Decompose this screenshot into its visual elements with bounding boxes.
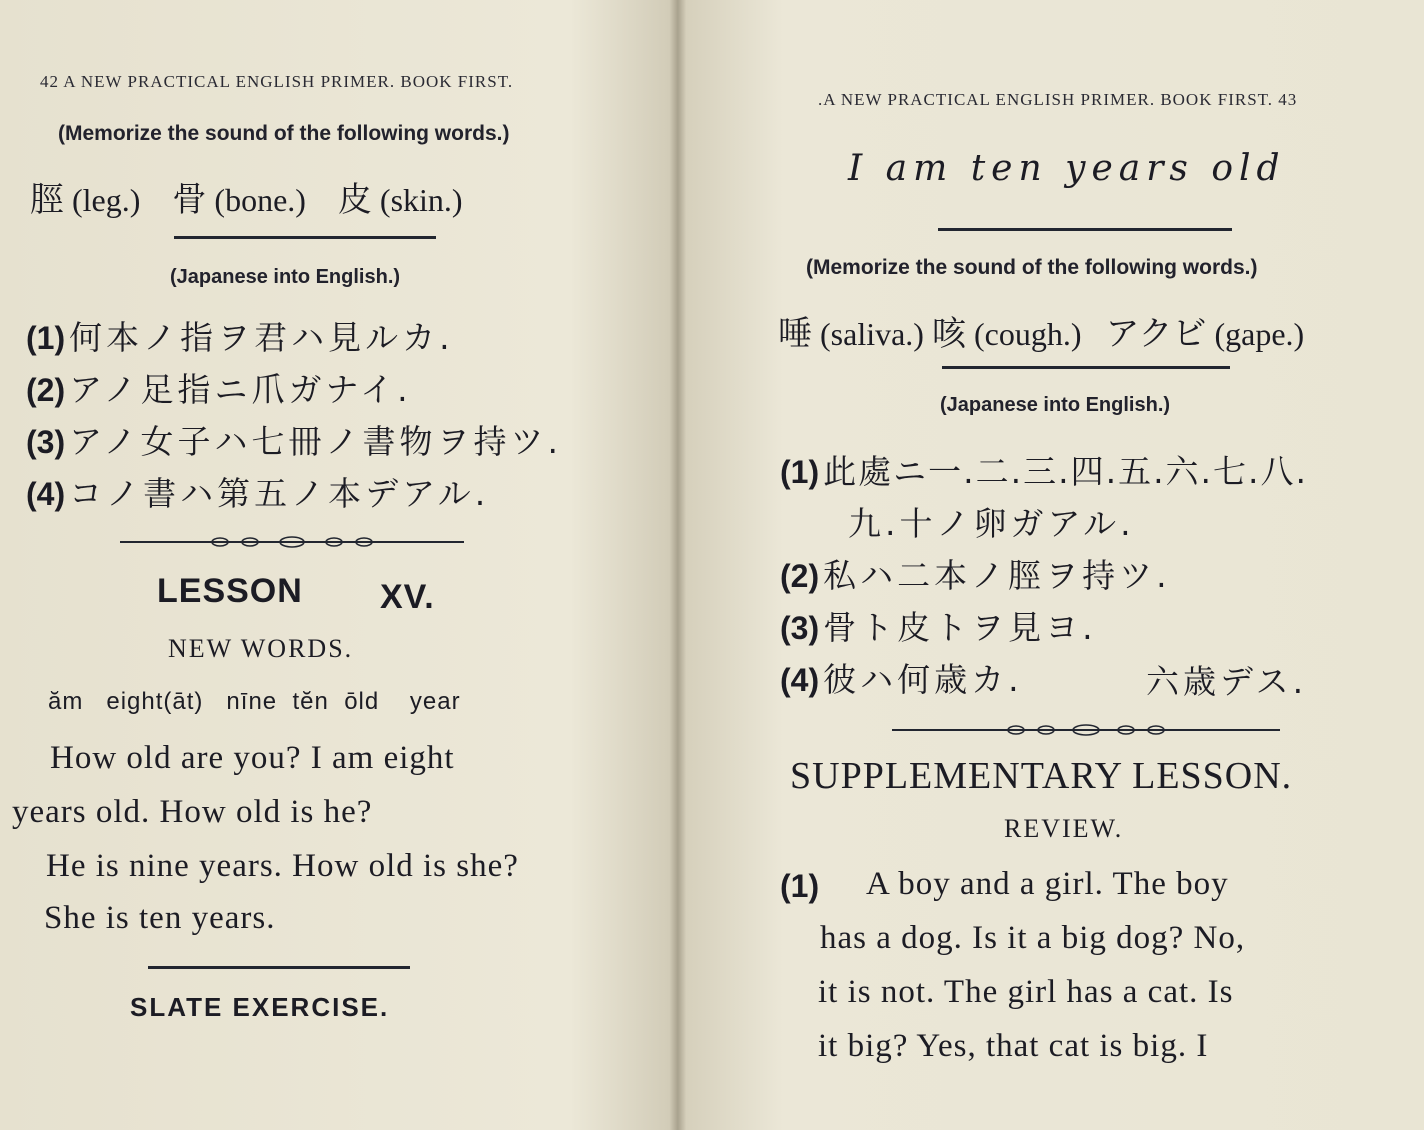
new-word: ăm xyxy=(48,688,84,715)
new-word: eight(āt) xyxy=(106,688,204,715)
divider-rule xyxy=(942,366,1230,369)
vocab-gloss: (leg.) xyxy=(72,182,141,218)
new-word: year xyxy=(409,688,461,715)
ornamental-divider xyxy=(892,722,1280,738)
review-line: it big? Yes, that cat is big. I xyxy=(818,1028,1209,1064)
exercise-number: (2) xyxy=(26,372,66,408)
divider-rule xyxy=(148,966,410,969)
ornamental-divider xyxy=(120,534,464,550)
exercise-item xyxy=(26,364,412,411)
exercise-item xyxy=(26,416,562,463)
handwriting-line: I am ten years old xyxy=(848,148,1286,189)
exercise-number: (4) xyxy=(26,476,66,512)
review-line: has a dog. Is it a big dog? No, xyxy=(820,920,1246,956)
exercise-item xyxy=(780,654,1023,701)
exercise-item xyxy=(780,446,1308,493)
new-word: tĕn xyxy=(292,688,329,715)
new-words-heading: NEW WORDS. xyxy=(168,634,354,663)
exercise-text: コノ書ハ第五ノ本デアル. xyxy=(69,474,490,513)
vocab-gloss: (bone.) xyxy=(214,182,306,218)
vocab-kanji: 皮 xyxy=(337,180,372,220)
exercise-number: (2) xyxy=(780,558,820,594)
vocab-gloss: (cough.) xyxy=(973,316,1082,352)
vocab-row xyxy=(30,172,463,221)
exercise-text: アノ女子ハ七冊ノ書物ヲ持ツ. xyxy=(69,422,562,461)
vocab-kanji: 咳 xyxy=(931,314,966,354)
exercise-text: アノ足指ニ爪ガナイ. xyxy=(69,370,412,409)
reading-line: She is ten years. xyxy=(44,900,276,936)
exercise-text: 何本ノ指ヲ君ハ見ルカ. xyxy=(69,318,454,357)
review-number: (1) xyxy=(780,868,820,904)
exercise-number: (3) xyxy=(780,610,820,646)
new-words-list xyxy=(48,688,461,716)
vocab-row xyxy=(778,306,1304,355)
exercise-text: 彼ハ何歳カ. xyxy=(823,660,1023,699)
supplementary-heading: SUPPLEMENTARY LESSON. xyxy=(790,755,1293,797)
running-head: 42 A NEW PRACTICAL ENGLISH PRIMER. BOOK FIRST. xyxy=(40,72,514,91)
lesson-label: LESSON xyxy=(157,572,303,610)
new-word: nīne xyxy=(226,688,278,715)
review-line: it is not. The girl has a cat. Is xyxy=(818,974,1234,1010)
exercise-item xyxy=(780,602,1097,649)
left-page xyxy=(0,0,670,1130)
reading-line: years old. How old is he? xyxy=(12,794,373,830)
slate-exercise-heading: SLATE EXERCISE. xyxy=(130,992,390,1022)
exercise-text: 私ハ二本ノ脛ヲ持ツ. xyxy=(823,556,1171,595)
exercise-item xyxy=(26,468,489,515)
vocab-gloss: (skin.) xyxy=(379,182,463,218)
memorize-instruction: (Memorize the sound of the following words.) xyxy=(58,122,510,145)
memorize-instruction: (Memorize the sound of the following words.) xyxy=(806,256,1258,279)
exercise-item xyxy=(780,550,1171,597)
vocab-gloss: (saliva.) xyxy=(820,316,924,352)
lesson-number: XV. xyxy=(380,578,435,616)
exercise-number: (1) xyxy=(26,320,66,356)
divider-rule xyxy=(174,236,436,239)
exercise-text: 此處ニ一.二.三.四.五.六.七.八. xyxy=(823,452,1309,491)
exercise-number: (4) xyxy=(780,662,820,698)
exercise-number: (3) xyxy=(26,424,66,460)
exercise-answer: 六歳デス. xyxy=(1146,662,1308,701)
right-page xyxy=(680,0,1424,1130)
vocab-gloss: (gape.) xyxy=(1214,316,1305,352)
exercise-text: 骨ト皮トヲ見ヨ. xyxy=(823,608,1097,647)
exercise-number: (1) xyxy=(780,454,820,490)
vocab-kanji: 脛 xyxy=(30,180,64,220)
translate-instruction: (Japanese into English.) xyxy=(940,394,1171,416)
running-head: .A NEW PRACTICAL ENGLISH PRIMER. BOOK FIRST. 43 xyxy=(818,90,1298,109)
exercise-continuation: 九.十ノ卵ガアル. xyxy=(848,504,1135,543)
review-heading: REVIEW. xyxy=(1004,814,1124,843)
exercise-item xyxy=(26,312,454,359)
reading-line: How old are you? I am eight xyxy=(50,740,455,776)
translate-instruction: (Japanese into English.) xyxy=(170,266,401,288)
review-line: A boy and a girl. The boy xyxy=(866,866,1229,902)
divider-rule xyxy=(938,228,1232,231)
vocab-kanji: アクビ xyxy=(1105,314,1207,354)
new-word: ōld xyxy=(344,688,380,715)
reading-line: He is nine years. How old is she? xyxy=(46,848,519,884)
vocab-kanji: 骨 xyxy=(172,180,207,220)
vocab-kanji: 唾 xyxy=(778,314,812,354)
